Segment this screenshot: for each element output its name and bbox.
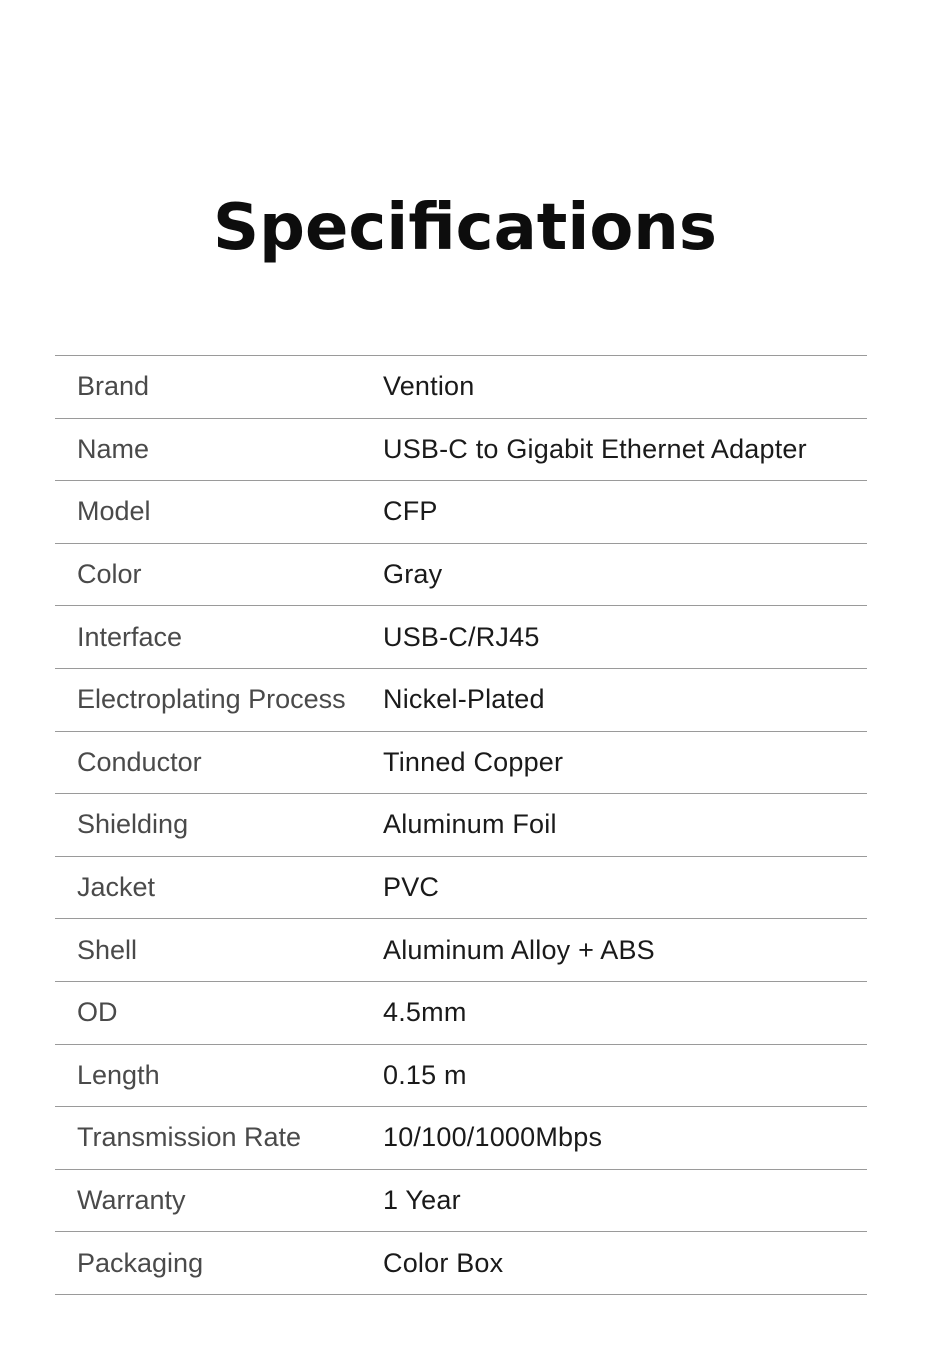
spec-label: Model — [77, 496, 151, 527]
spec-value: Color Box — [383, 1247, 504, 1278]
spec-value: 10/100/1000Mbps — [383, 1122, 603, 1153]
spec-label: Name — [77, 433, 150, 464]
spec-row-electroplating-process — [55, 669, 867, 732]
spec-label: Interface — [77, 621, 183, 652]
spec-label: Warranty — [77, 1185, 186, 1216]
spec-value: Gray — [383, 559, 443, 590]
spec-value: Aluminum Foil — [383, 809, 557, 840]
spec-row-length — [55, 1045, 867, 1108]
spec-label: Jacket — [77, 872, 156, 903]
spec-value: Aluminum Alloy + ABS — [383, 934, 655, 965]
spec-value: Vention — [383, 371, 475, 402]
spec-row-conductor — [55, 732, 867, 795]
spec-row-packaging — [55, 1232, 867, 1295]
spec-row-od — [55, 982, 867, 1045]
spec-row-color — [55, 544, 867, 607]
spec-label: Conductor — [77, 746, 202, 777]
spec-row-transmission-rate — [55, 1107, 867, 1170]
spec-row-warranty — [55, 1170, 867, 1233]
spec-row-brand — [55, 356, 867, 419]
spec-label: Transmission Rate — [77, 1122, 302, 1153]
spec-value: CFP — [383, 496, 438, 527]
spec-label: Shielding — [77, 809, 189, 840]
spec-value: 1 Year — [383, 1185, 461, 1216]
spec-value: USB-C/RJ45 — [383, 621, 540, 652]
spec-label: Shell — [77, 934, 138, 965]
spec-value: PVC — [383, 872, 440, 903]
spec-row-model — [55, 481, 867, 544]
spec-table — [55, 355, 867, 1295]
spec-label: Color — [77, 559, 142, 590]
spec-value: USB-C to Gigabit Ethernet Adapter — [383, 433, 807, 464]
spec-label: Length — [77, 1059, 160, 1090]
spec-value: Tinned Copper — [383, 746, 564, 777]
spec-row-jacket — [55, 857, 867, 920]
spec-value: 0.15 m — [383, 1059, 467, 1090]
spec-label: Brand — [77, 371, 150, 402]
spec-label: OD — [77, 997, 118, 1028]
spec-label: Packaging — [77, 1247, 204, 1278]
spec-row-interface — [55, 606, 867, 669]
spec-value: 4.5mm — [383, 997, 467, 1028]
spec-label: Electroplating Process — [77, 684, 346, 715]
spec-value: Nickel-Plated — [383, 684, 545, 715]
spec-row-name — [55, 419, 867, 482]
spec-row-shell — [55, 919, 867, 982]
page-title: Specifications — [213, 191, 717, 265]
spec-row-shielding — [55, 794, 867, 857]
